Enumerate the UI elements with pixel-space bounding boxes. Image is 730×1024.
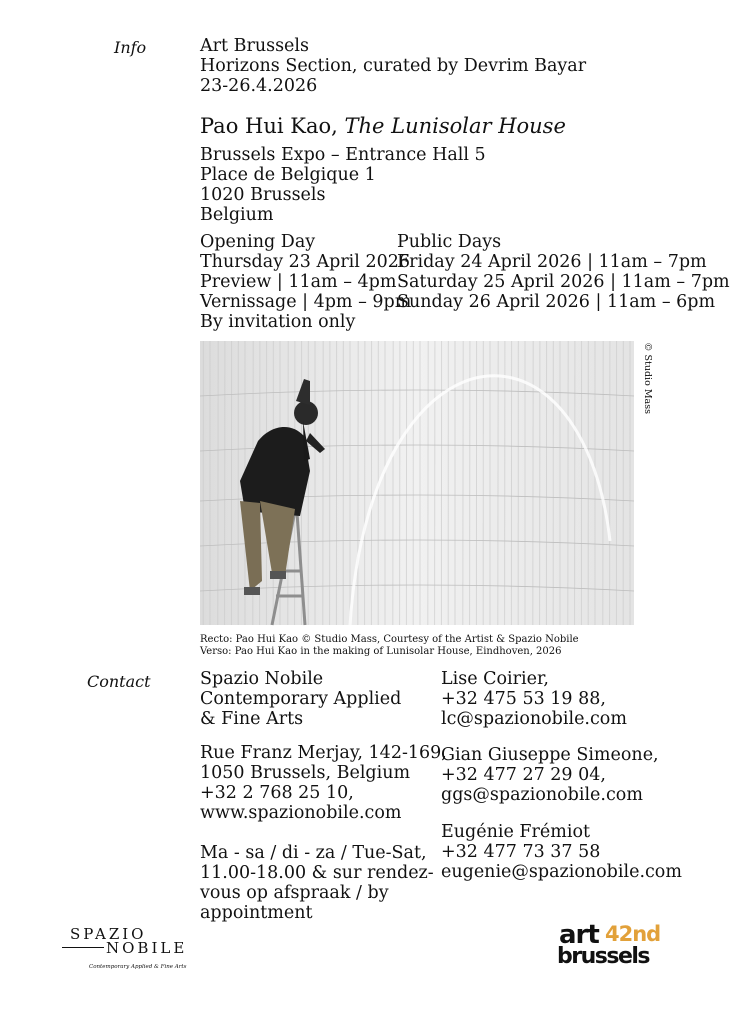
gallery-name <box>200 669 401 729</box>
contact-person-lise <box>441 669 627 729</box>
photo-credit-vertical: © Studio Mass <box>642 342 653 414</box>
exhibition-name: The Lunisolar House <box>344 114 566 138</box>
photo-illustration <box>200 341 634 625</box>
gallery-line: Contemporary Applied <box>200 689 402 709</box>
gallery-address <box>200 743 447 823</box>
venue-line: Brussels Expo – Entrance Hall 5 <box>200 145 486 165</box>
hours-line: appointment <box>200 903 313 923</box>
opening-line: Preview | 11am – 4pm <box>200 272 397 292</box>
hours-line: 11.00-18.00 & sur rendez- <box>200 863 434 883</box>
person-name: Gian Giuseppe Simeone, <box>441 745 659 765</box>
venue-line: 1020 Brussels <box>200 185 326 205</box>
person-name: Eugénie Frémiot <box>441 822 591 842</box>
opening-hours <box>200 843 434 923</box>
public-line: Saturday 25 April 2026 | 11am – 7pm <box>397 272 730 292</box>
person-email[interactable]: eugenie@spazionobile.com <box>441 862 682 882</box>
venue-line: Place de Belgique 1 <box>200 165 376 185</box>
person-phone: +32 475 53 19 88, <box>441 689 606 709</box>
public-line: Public Days <box>397 232 502 252</box>
venue-line: Belgium <box>200 205 274 225</box>
hours-line: Ma - sa / di - za / Tue-Sat, <box>200 843 427 863</box>
gallery-line: Spazio Nobile <box>200 669 324 689</box>
exhibition-title <box>200 114 566 138</box>
hours-line: vous op afspraak / by <box>200 883 389 903</box>
logo-spazio-text: SPAZIO <box>70 925 147 943</box>
artist-name: Pao Hui Kao, <box>200 114 338 138</box>
logo-art-text: art <box>559 920 599 950</box>
public-line: Friday 24 April 2026 | 11am – 7pm <box>397 252 707 272</box>
logo-subtitle: Contemporary Applied & Fine Arts <box>89 964 187 970</box>
address-line: Rue Franz Merjay, 142-169, <box>200 743 447 763</box>
person-name: Lise Coirier, <box>441 669 549 689</box>
caption-recto: Recto: Pao Hui Kao © Studio Mass, Courtesy of the Artist & Spazio Nobile <box>200 634 579 645</box>
contact-person-gian <box>441 745 659 805</box>
info-label: Info <box>114 38 147 57</box>
gallery-line: & Fine Arts <box>200 709 304 729</box>
contact-person-eugenie <box>441 822 682 882</box>
person-phone: +32 477 73 37 58 <box>441 842 601 862</box>
installation-photo <box>200 341 634 625</box>
art-brussels-logo <box>557 920 661 972</box>
opening-day <box>200 232 411 332</box>
section-name: Horizons Section, curated by Devrim Bayar <box>200 56 587 76</box>
fair-name: Art Brussels <box>200 36 309 56</box>
public-days <box>397 232 730 312</box>
fair-dates: 23-26.4.2026 <box>200 76 318 96</box>
contact-label: Contact <box>87 672 151 691</box>
website-link[interactable]: www.spazionobile.com <box>200 803 402 823</box>
address-line: 1050 Brussels, Belgium <box>200 763 411 783</box>
opening-line: Opening Day <box>200 232 316 252</box>
venue-address <box>200 145 486 225</box>
photo-caption <box>200 634 579 658</box>
info-header <box>200 36 586 96</box>
opening-line: By invitation only <box>200 312 356 332</box>
logo-edition-text: 42nd <box>605 922 661 946</box>
phone-line: +32 2 768 25 10, <box>200 783 354 803</box>
spazio-nobile-logo <box>62 925 192 975</box>
person-email[interactable]: lc@spazionobile.com <box>441 709 627 729</box>
logo-rule <box>62 947 104 948</box>
opening-line: Thursday 23 April 2026 <box>200 252 410 272</box>
caption-verso: Verso: Pao Hui Kao in the making of Lunisolar House, Eindhoven, 2026 <box>200 646 562 657</box>
person-email[interactable]: ggs@spazionobile.com <box>441 785 643 805</box>
logo-nobile-text: NOBILE <box>106 939 188 957</box>
person-phone: +32 477 27 29 04, <box>441 765 606 785</box>
opening-line: Vernissage | 4pm – 9pm <box>200 292 412 312</box>
logo-brussels-text: brussels <box>557 944 650 969</box>
public-line: Sunday 26 April 2026 | 11am – 6pm <box>397 292 716 312</box>
